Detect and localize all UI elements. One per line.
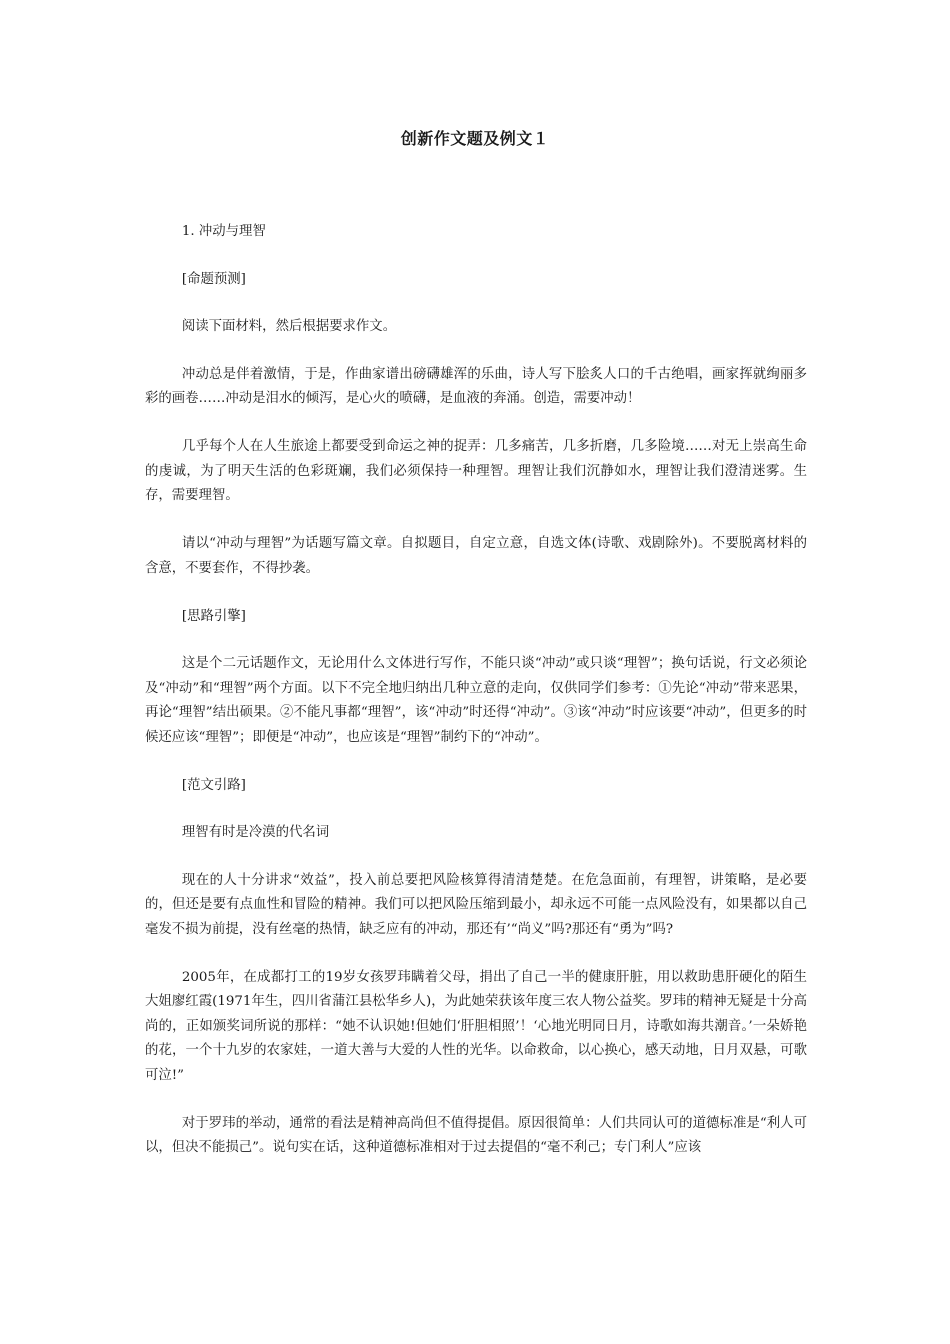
writing-requirement-paragraph: 请以“冲动与理智”为话题写篇文章。自拟题目，自定立意，自选文体(诗歌、戏剧除外)。不要脱离材料的含意，不要套作，不得抄袭。 [145,536,807,576]
example-paragraph-1: 现在的人十分讲求“效益”，投入前总要把风险核算得清清楚楚。在危急面前，有理智，讲策略，是必要的，但还是要有点血性和冒险的精神。我们可以把风险压缩到最小，却永远不可能一点风险没有，如果都以自己毫发不损为前提，没有丝毫的热情，缺乏应有的冲动，那还有’“尚义”吗?那还有“勇为”吗? [145,872,807,937]
instruction-paragraph: 阅读下面材料，然后根据要求作文。 [181,319,397,334]
topic-heading: 1. 冲动与理智 [181,224,266,239]
section-label-example: [范文引路] [181,777,246,793]
material-paragraph-impulse: 冲动总是伴着激情，于是，作曲家谱出磅礴雄浑的乐曲，诗人写下脍炙人口的千古绝唱，画家挥就绚丽多彩的画卷……冲动是泪水的倾泻，是心火的喷礴，是血液的奔涌。创造，需要冲动！ [145,366,807,406]
document-title: 创新作文题及例文１ [400,129,550,148]
thinking-guide-paragraph: 这是个二元话题作文，无论用什么文体进行写作，不能只谈“冲动”或只谈“理智”；换句话说，行文必须论及“冲动”和“理智”两个方面。以下不完全地归纳出几种立意的走向，仅供同学们参考：①先论“冲动”带来恶果，再论“理智”结出硕果。②不能凡事都“理智”，该“冲动”时还得“冲动”。③该“冲动”时应该要“冲动”，但更多的时候还应该“理智”；即便是“冲动”，也应该是“理智”制约下的“冲动”。 [145,656,807,745]
example-paragraph-3: 对于罗玮的举动，通常的看法是精神高尚但不值得提倡。原因很简单：人们共同认可的道德标准是“利人可以，但决不能损己”。说句实在话，这种道德标准相对于过去提倡的“毫不利己；专门利人”应该 [145,1115,807,1155]
material-paragraph-reason: 几乎每个人在人生旅途上都要受到命运之神的捉弄：几多痛苦，几多折磨，几多险境……对无上崇高生命的虔诚，为了明天生活的色彩斑斓，我们必须保持一种理智。理智让我们沉静如水，理智让我们澄清迷雾。生存，需要理智。 [145,439,807,503]
section-label-thinking: [思路引擎] [181,608,246,624]
document-body [145,220,807,1184]
example-paragraph-2: 2005年，在成都打工的19岁女孩罗玮瞒着父母，捐出了自己一半的健康肝脏，用以救助患肝硬化的陌生大姐廖红霞(1971年生，四川省蒲江县松华乡人)，为此她荣获该年度三农人物公益奖。罗玮的精神无疑是十分高尚的，正如颁奖词所说的那样：“她不认识她!但她们‘肝胆相照’！‘心地光明同日月，诗歌如海共潮音。’一朵娇艳的花，一个十九岁的农家娃，一道大善与大爱的人性的光华。以命救命，以心换心，感天动地，日月双悬，可歌可泣!” [145,969,807,1083]
example-essay-title: 理智有时是冷漠的代名词 [181,825,330,840]
section-label-prediction: [命题预测] [181,271,246,287]
